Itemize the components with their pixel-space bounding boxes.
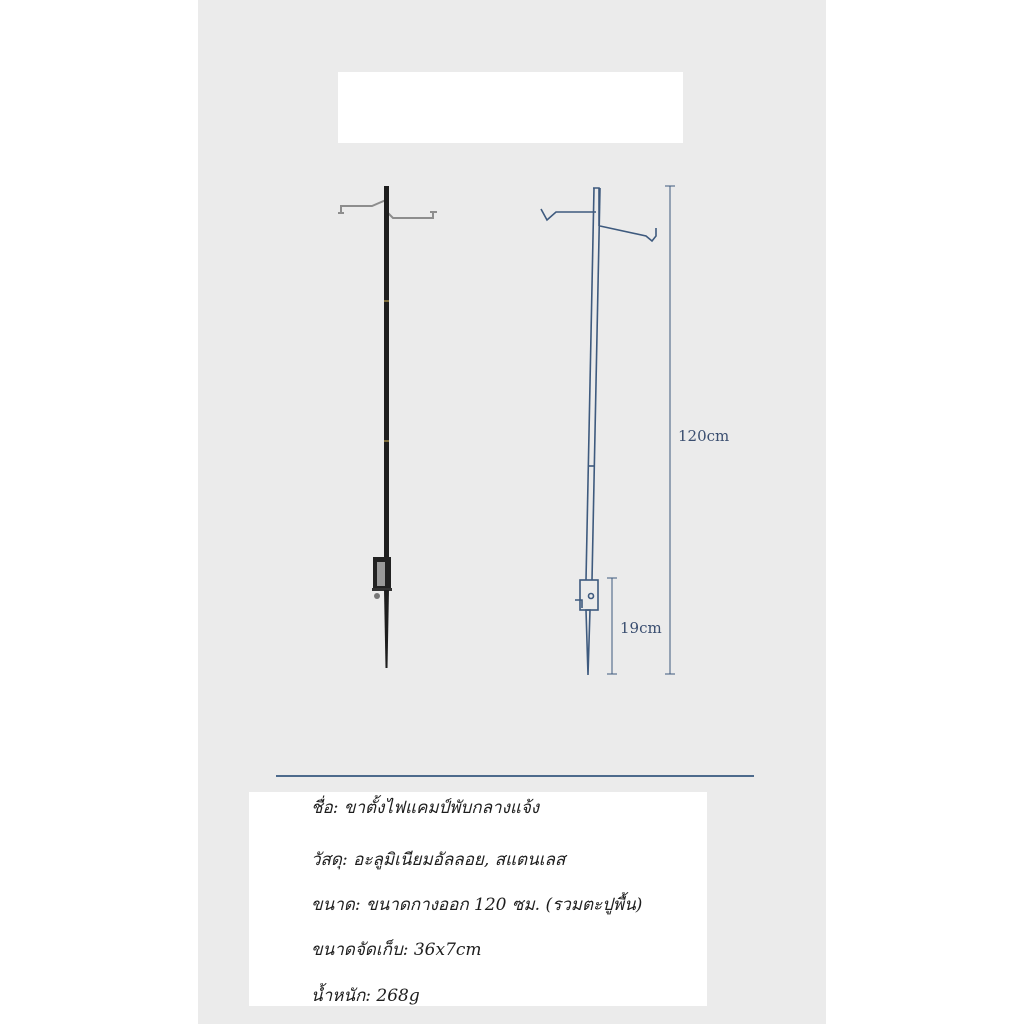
dimension-label-total: 120cm	[678, 427, 730, 445]
spec-label: วัสดุ:	[311, 850, 348, 870]
spec-material	[311, 846, 565, 873]
spec-value: 36x7cm	[413, 940, 482, 960]
dimension-diagram	[541, 186, 675, 675]
section-divider	[276, 775, 754, 777]
spec-storage-size	[311, 936, 482, 963]
spec-label: ชื่อ:	[311, 798, 339, 818]
spec-label: น้ำหนัก:	[311, 986, 372, 1006]
spec-value: อะลูมิเนียมอัลลอย, สแตนเลส	[353, 850, 566, 870]
spec-value: ขาตั้งไฟแคมป์พับกลางแจ้ง	[343, 798, 540, 818]
spec-size	[311, 891, 642, 918]
product-photo-stand	[338, 186, 437, 668]
spec-weight	[311, 982, 420, 1009]
spec-panel	[249, 792, 707, 1006]
spec-value: 268g	[376, 986, 420, 1006]
spec-label: ขนาด:	[311, 895, 361, 915]
spec-name	[311, 794, 539, 821]
spec-value: ขนาดกางออก 120 ซม. (รวมตะปูพื้น)	[365, 895, 643, 915]
spec-label: ขนาดจัดเก็บ:	[311, 940, 409, 960]
dimension-label-base: 19cm	[620, 619, 662, 637]
